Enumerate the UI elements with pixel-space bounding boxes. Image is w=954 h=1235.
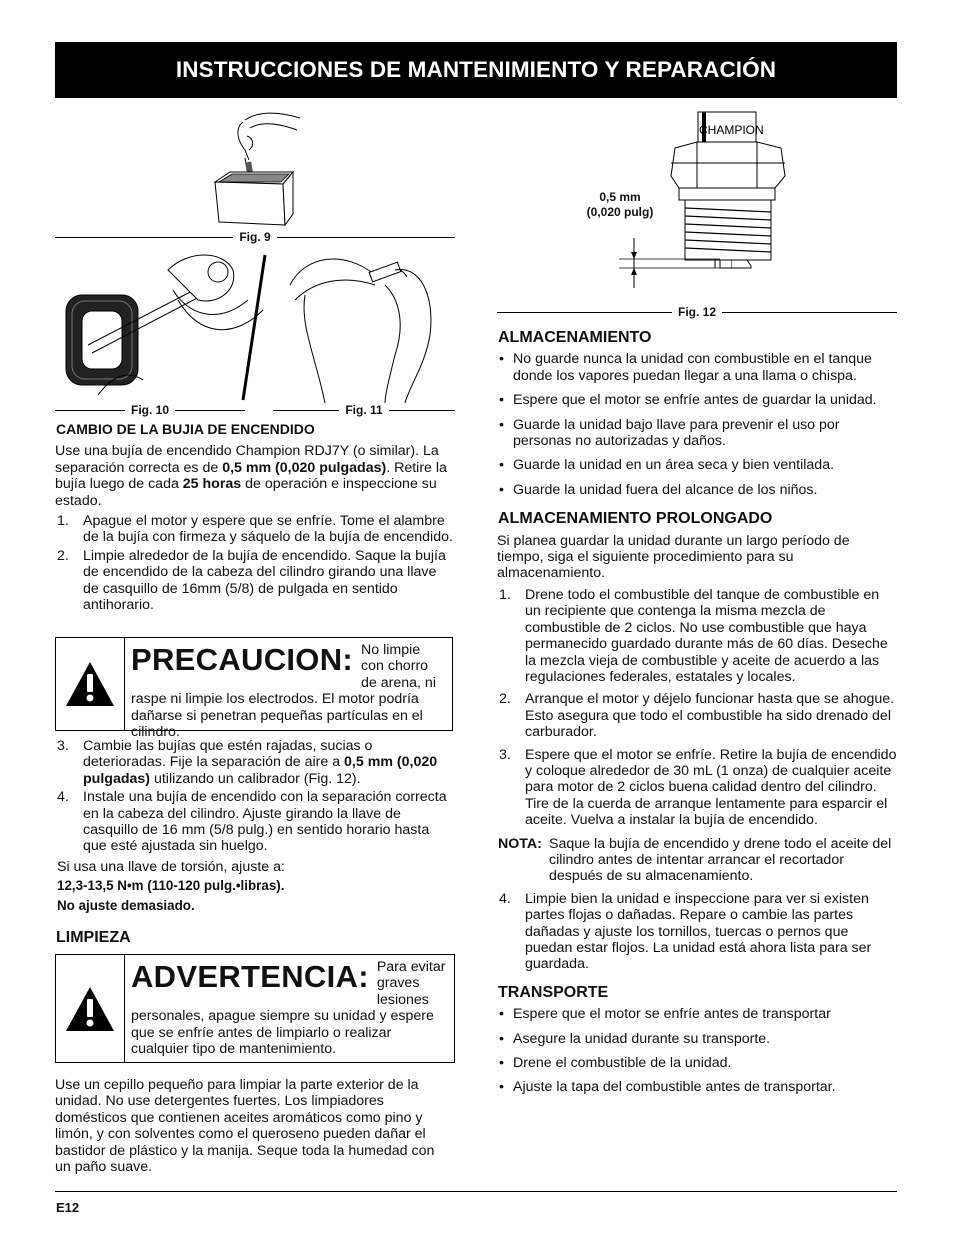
storage-heading: ALMACENAMIENTO	[498, 329, 652, 346]
page-title: INSTRUCCIONES DE MANTENIMIENTO Y REPARACIÓN	[175, 56, 777, 82]
list-item	[497, 891, 897, 973]
list-item: • Guarde la unidad bajo llave para prevenir el uso por personas no autorizadas y daños.	[499, 417, 897, 450]
fig12-caption-row	[497, 304, 897, 320]
fig12-gap-label	[575, 190, 665, 220]
cleaning-heading: LIMPIEZA	[56, 929, 131, 947]
page-number: E12	[56, 1200, 80, 1215]
fig9-caption: Fig. 9	[239, 230, 271, 244]
step-text: Apague el motor y espere que se enfríe. Tome el alambre de la bujía con firmeza y sáquelo de la bujía de encendido.	[83, 513, 453, 546]
divider	[277, 237, 455, 238]
plug-brand-text: CHAMPION	[699, 123, 764, 137]
step-number: 3.	[57, 738, 69, 754]
spark-plug-intro	[55, 443, 455, 509]
interval-value: 25 horas	[182, 476, 242, 493]
list-item	[55, 738, 455, 787]
list-item: • No guarde nunca la unidad con combustible en el tanque donde los vapores puedan llegar a una llama o chispa.	[499, 351, 897, 384]
transport-list	[497, 1006, 897, 1096]
right-column	[497, 330, 897, 1096]
note-block	[497, 836, 897, 885]
divider	[497, 312, 672, 313]
gap-value: 0,5 mm (0,020 pulgadas)	[222, 459, 387, 476]
step-text: Espere que el motor se enfríe. Retire la bujía de encendido y coloque alrededor de 30 mL (1 onza) de cualquier aceite para motor de 2 ciclos buena calidad dentro del cilindro. Tire de la cuerda de arranque lentamente para esparcir el aceite. Vuelva a instalar la bujía de encendido.	[525, 746, 897, 829]
warning-triangle-icon	[56, 638, 125, 730]
list-item	[497, 587, 897, 685]
warning-text: Para evitar graves lesiones personales, apague siempre su unidad y espere que se enfríe antes de limpiarlo o realizar cualquier tipo de mantenimiento.	[131, 959, 446, 1058]
step-number: 2.	[499, 691, 511, 708]
long-storage-steps	[497, 587, 897, 829]
divider	[273, 410, 339, 411]
footer-divider	[55, 1191, 897, 1192]
caution-label: PRECAUCION:	[131, 642, 354, 677]
step-number: 2.	[57, 547, 69, 564]
fig12-caption: Fig. 12	[678, 305, 717, 319]
fig10-caption-row	[55, 402, 245, 418]
step-text: Drene todo el combustible del tanque de combustible en un recipiente que contenga la misma mezcla de combustible de 2 ciclos. No use combustible que haya permanecido guardado durante más de 60 días. Deseche la mezcla vieja de combustible y aceite de acuerdo a las regulaciones federales, estatales y locales.	[525, 586, 888, 685]
transport-heading: TRANSPORTE	[498, 983, 609, 1001]
page-title-banner	[55, 42, 897, 98]
text-segment: . Retire la bujía luego de cada	[55, 459, 447, 493]
divider	[175, 410, 245, 411]
torque-intro: Si usa una llave de torsión, ajuste a:	[57, 858, 285, 875]
text-segment: Use una bujía de encendido Champion RDJ7Y (o similar). La separación correcta es de	[55, 443, 439, 476]
fig10-caption: Fig. 10	[131, 403, 170, 417]
text-segment: de operación e inspeccione su estado.	[55, 476, 437, 509]
caution-box	[55, 637, 453, 741]
warning-text-block	[125, 955, 454, 1062]
divider	[55, 410, 125, 411]
spark-plug-heading: CAMBIO DE LA BUJIA DE ENCENDIDO	[56, 421, 315, 437]
caution-text: No limpie con chorro de arena, ni raspe ni limpie los electrodos. El motor podría dañarse si penetran pequeñas partículas en el cilindro.	[131, 642, 436, 741]
step-text: Cambie las bujías que estén rajadas, sucias o deterioradas. Fije la separación de aire a	[83, 738, 373, 771]
fig9-caption-row	[55, 229, 455, 245]
warning-label: ADVERTENCIA:	[131, 959, 369, 994]
list-item	[497, 691, 897, 740]
step-number: 3.	[499, 746, 511, 763]
torque-value: 12,3-13,5 N•m (110-120 pulg.•libras).	[57, 878, 285, 894]
list-item	[55, 789, 455, 855]
long-storage-heading: ALMACENAMIENTO PROLONGADO	[498, 510, 773, 528]
divider	[722, 312, 897, 313]
list-item	[497, 747, 897, 829]
list-item: • Guarde la unidad en un área seca y bien ventilada.	[499, 457, 897, 473]
torque-warning: No ajuste demasiado.	[57, 897, 195, 913]
step-number: 4.	[57, 789, 69, 806]
step-number: 1.	[57, 513, 69, 530]
long-storage-step4	[497, 891, 897, 973]
warning-box	[55, 954, 455, 1063]
list-item: • Asegure la unidad durante su transporte.	[499, 1031, 897, 1047]
step-text: Instale una bujía de encendido con la separación correcta en la cabeza del cilindro. Ajuste girando la llave de casquillo de 16 mm (5/8 pulg.) en sentido horario hasta que esté ajustada sin huelgo.	[83, 789, 447, 855]
list-item: • Guarde la unidad fuera del alcance de los niños.	[499, 482, 897, 498]
gap-value: 0,5 mm (0,020 pulgadas)	[83, 754, 438, 787]
list-item: • Ajuste la tapa del combustible antes de transportar.	[499, 1079, 897, 1095]
list-item: • Espere que el motor se enfríe antes de guardar la unidad.	[499, 392, 897, 408]
step-number: 1.	[499, 586, 511, 603]
gap-inch: (0,020 pulg)	[586, 205, 654, 219]
note-label: NOTA:	[498, 835, 542, 852]
left-column-continued	[55, 738, 455, 946]
long-storage-intro: Si planea guardar la unidad durante un largo período de tiempo, siga el siguiente procedimiento para su almacenamiento.	[497, 532, 850, 582]
fig11-caption: Fig. 11	[345, 403, 383, 417]
divider	[389, 410, 455, 411]
divider	[55, 237, 233, 238]
fig11-caption-row	[273, 402, 455, 418]
cleaning-text: Use un cepillo pequeño para limpiar la parte exterior de la unidad. No use detergentes fuertes. Los limpiadores domésticos que contienen aceites aromáticos como pino y limón, y con solventes como el queroseno pueden dañar el bastidor de plástico y la manija. Seque toda la humedad con un paño suave.	[55, 1077, 435, 1176]
fig9-illustration	[205, 110, 315, 230]
step-text: Arranque el motor y déjelo funcionar hasta que se ahogue. Esto asegura que todo el combustible ha sido drenado del carburador.	[525, 691, 895, 741]
spark-steps-list-2	[55, 738, 455, 855]
step-number: 4.	[499, 890, 511, 907]
left-column	[55, 421, 455, 613]
step-text: Limpie bien la unidad e inspeccione para ver si existen partes flojas o dañadas. Repare o cambie las partes dañadas y ajuste los tornillos, tuercas o pernos que puedan estar flojos. La unidad está ahora lista para ser guardada.	[525, 890, 872, 973]
list-item: • Espere que el motor se enfríe antes de transportar	[499, 1006, 897, 1022]
list-item: • Drene el combustible de la unidad.	[499, 1055, 897, 1071]
gap-mm: 0,5 mm	[599, 190, 641, 204]
spark-steps-list	[55, 513, 455, 613]
step-text: Limpie alrededor de la bujía de encendido. Saque la bujía de encendido de la cabeza del cilindro girando una llave de casquillo de 16mm (5/8) de pulgada en sentido antihorario.	[83, 547, 446, 614]
step-text: utilizando un calibrador (Fig. 12).	[150, 770, 361, 787]
caution-text-block	[125, 638, 452, 741]
list-item	[55, 548, 455, 614]
list-item	[55, 513, 455, 546]
fig11-illustration	[235, 245, 440, 405]
storage-list	[497, 351, 897, 498]
note-text: Saque la bujía de encendido y drene todo el aceite del cilindro antes de intentar arrancar el recortador después de su almacenamiento.	[549, 835, 892, 885]
warning-triangle-icon	[56, 955, 125, 1062]
